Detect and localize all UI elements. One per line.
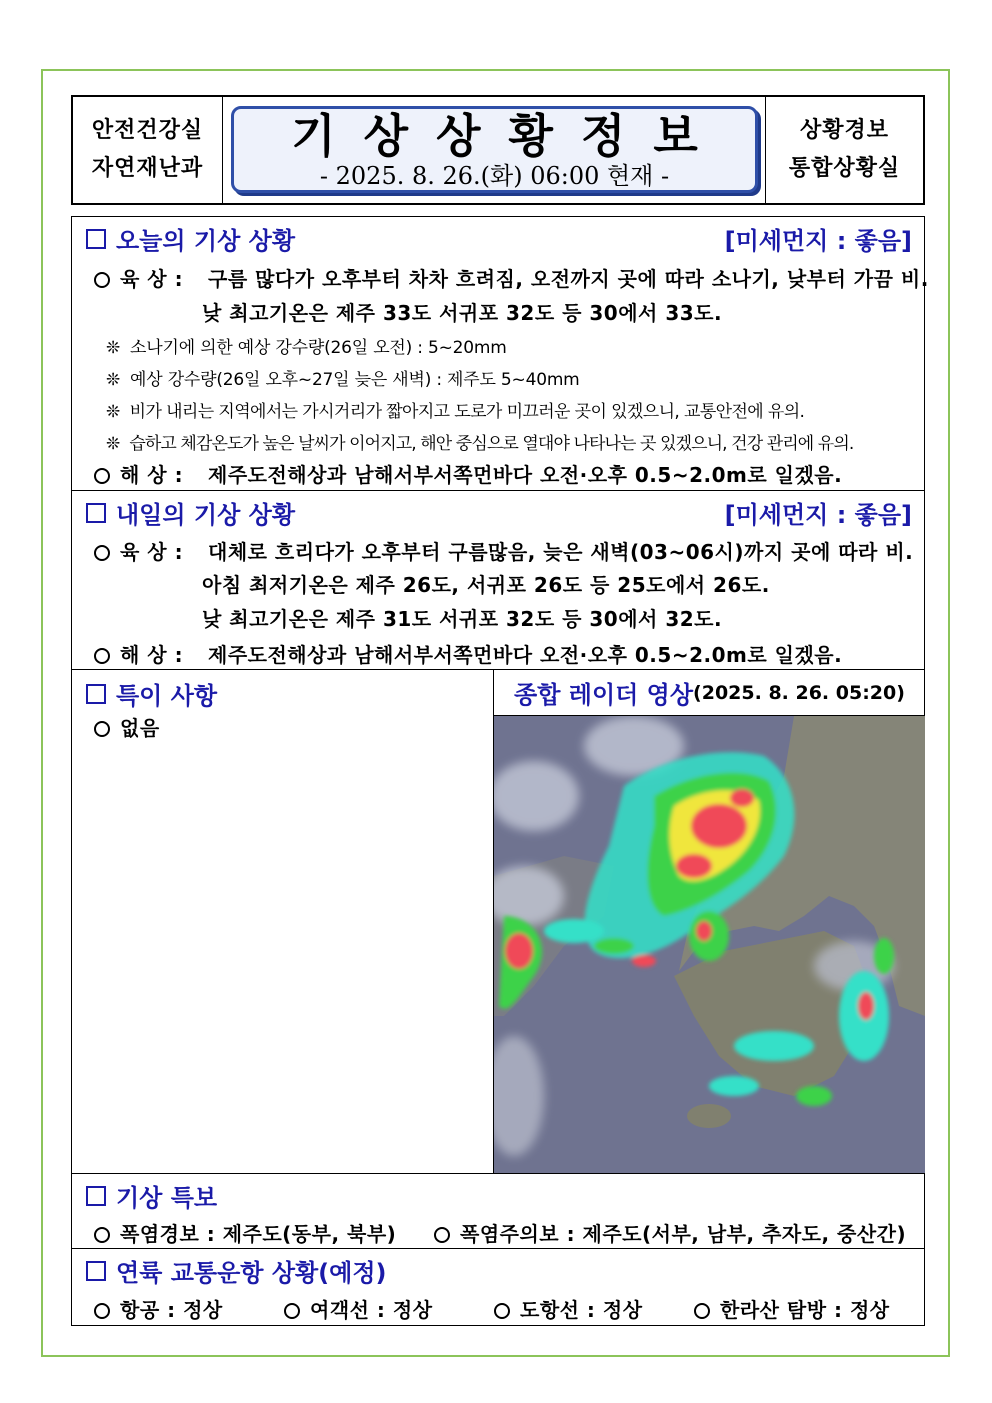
circle-bullet-icon xyxy=(284,1303,300,1319)
radar-title: 종합 레이더 영상 xyxy=(514,681,694,709)
today-note-2: ❊ 예상 강수량(26일 오후~27일 늦은 새벽) : 제주도 5~40mm xyxy=(106,370,580,390)
office-line-2: 통합상황실 xyxy=(788,156,901,181)
special-section xyxy=(71,669,925,1174)
circle-bullet-icon xyxy=(94,272,110,288)
report-datetime: - 2025. 8. 26.(화) 06:00 현재 - xyxy=(319,162,670,190)
today-note-1: ❊ 소나기에 의한 예상 강수량(26일 오전) : 5~20mm xyxy=(106,338,507,358)
land-label: 육 상 : xyxy=(120,540,184,564)
sea-label: 해 상 : xyxy=(120,463,184,487)
asterism-icon: ❊ xyxy=(106,338,121,358)
today-sea-line: 해 상 : 제주도전해상과 남해서부서쪽먼바다 오전·오후 0.5~2.0m로 일겠음. xyxy=(94,459,842,488)
department-line-2: 자연재난과 xyxy=(91,156,204,181)
today-land-line-2: 낮 최고기온은 제주 33도 서귀포 32도 등 30에서 33도. xyxy=(202,301,723,325)
today-section xyxy=(71,216,929,491)
circle-bullet-icon xyxy=(94,721,110,737)
department-block xyxy=(73,97,223,203)
office-block xyxy=(765,97,923,203)
tomorrow-section xyxy=(71,490,925,670)
circle-bullet-icon xyxy=(94,1227,110,1243)
traffic-title: 연륙 교통운항 상황(예정) xyxy=(86,1253,387,1288)
office-line-1: 상황경보 xyxy=(799,118,889,143)
circle-bullet-icon xyxy=(434,1227,450,1243)
warnings-section xyxy=(71,1173,925,1249)
sea-label: 해 상 : xyxy=(120,643,184,667)
title-banner xyxy=(231,106,758,193)
tomorrow-sea-line: 해 상 : 제주도전해상과 남해서부서쪽먼바다 오전·오후 0.5~2.0m로 일겠음. xyxy=(94,639,842,668)
traffic-island-ferry: 도항선 : 정상 xyxy=(494,1294,643,1323)
checkbox-icon xyxy=(86,503,106,523)
tomorrow-land-line-2: 아침 최저기온은 제주 26도, 서귀포 26도 등 25도에서 26도. xyxy=(202,573,770,597)
today-dust-status: [미세먼지 : 좋음] xyxy=(724,227,912,255)
circle-bullet-icon xyxy=(494,1303,510,1319)
tomorrow-land-line-1: 육 상 : 대체로 흐리다가 오후부터 구름많음, 늦은 새벽(03~06시)까지 곳에 따라 비. xyxy=(94,536,913,565)
checkbox-icon xyxy=(86,684,106,704)
heat-advisory: 폭염주의보 : 제주도(서부, 남부, 추자도, 중산간) xyxy=(434,1218,906,1247)
tomorrow-dust-status: [미세먼지 : 좋음] xyxy=(724,501,912,529)
asterism-icon: ❊ xyxy=(106,370,121,390)
jeju-island xyxy=(687,1104,731,1128)
circle-bullet-icon xyxy=(94,468,110,484)
circle-bullet-icon xyxy=(94,648,110,664)
traffic-section xyxy=(71,1248,925,1326)
checkbox-icon xyxy=(86,1261,106,1281)
tomorrow-title: 내일의 기상 상황 xyxy=(86,495,295,530)
today-note-4: ❊ 습하고 체감온도가 높은 날씨가 이어지고, 해안 중심으로 열대야 나타나는 곳 있겠으니, 건강 관리에 유의. xyxy=(106,434,854,454)
special-title: 특이 사항 xyxy=(86,676,217,711)
tomorrow-land-line-3: 낮 최고기온은 제주 31도 서귀포 32도 등 30에서 32도. xyxy=(202,607,723,631)
circle-bullet-icon xyxy=(94,1303,110,1319)
radar-image xyxy=(494,716,925,1173)
today-note-3: ❊ 비가 내리는 지역에서는 가시거리가 짧아지고 도로가 미끄러운 곳이 있겠으니, 교통안전에 유의. xyxy=(106,402,805,422)
traffic-flight: 항공 : 정상 xyxy=(94,1294,223,1323)
circle-bullet-icon xyxy=(694,1303,710,1319)
asterism-icon: ❊ xyxy=(106,402,120,422)
circle-bullet-icon xyxy=(94,545,110,561)
heat-warning: 폭염경보 : 제주도(동부, 북부) xyxy=(94,1218,396,1247)
radar-datetime: (2025. 8. 26. 05:20) xyxy=(693,681,905,704)
checkbox-icon xyxy=(86,1186,106,1206)
asterism-icon: ❊ xyxy=(106,434,120,454)
land-label: 육 상 : xyxy=(120,267,184,291)
radar-panel xyxy=(493,670,924,1173)
radar-header xyxy=(494,670,925,716)
special-item: 없음 xyxy=(94,712,160,741)
page-title: 기상상황정보 xyxy=(291,109,726,163)
traffic-ferry: 여객선 : 정상 xyxy=(284,1294,433,1323)
checkbox-icon xyxy=(86,229,106,249)
warnings-title: 기상 특보 xyxy=(86,1178,217,1213)
department-line-1: 안전건강실 xyxy=(91,118,204,143)
report-header xyxy=(71,95,925,205)
today-land-line-1: 육 상 : 구름 많다가 오후부터 차차 흐려짐, 오전까지 곳에 따라 소나기, 낮부터 가끔 비. xyxy=(94,263,929,292)
traffic-hallasan: 한라산 탐방 : 정상 xyxy=(694,1294,890,1323)
today-title: 오늘의 기상 상황 xyxy=(86,221,295,256)
